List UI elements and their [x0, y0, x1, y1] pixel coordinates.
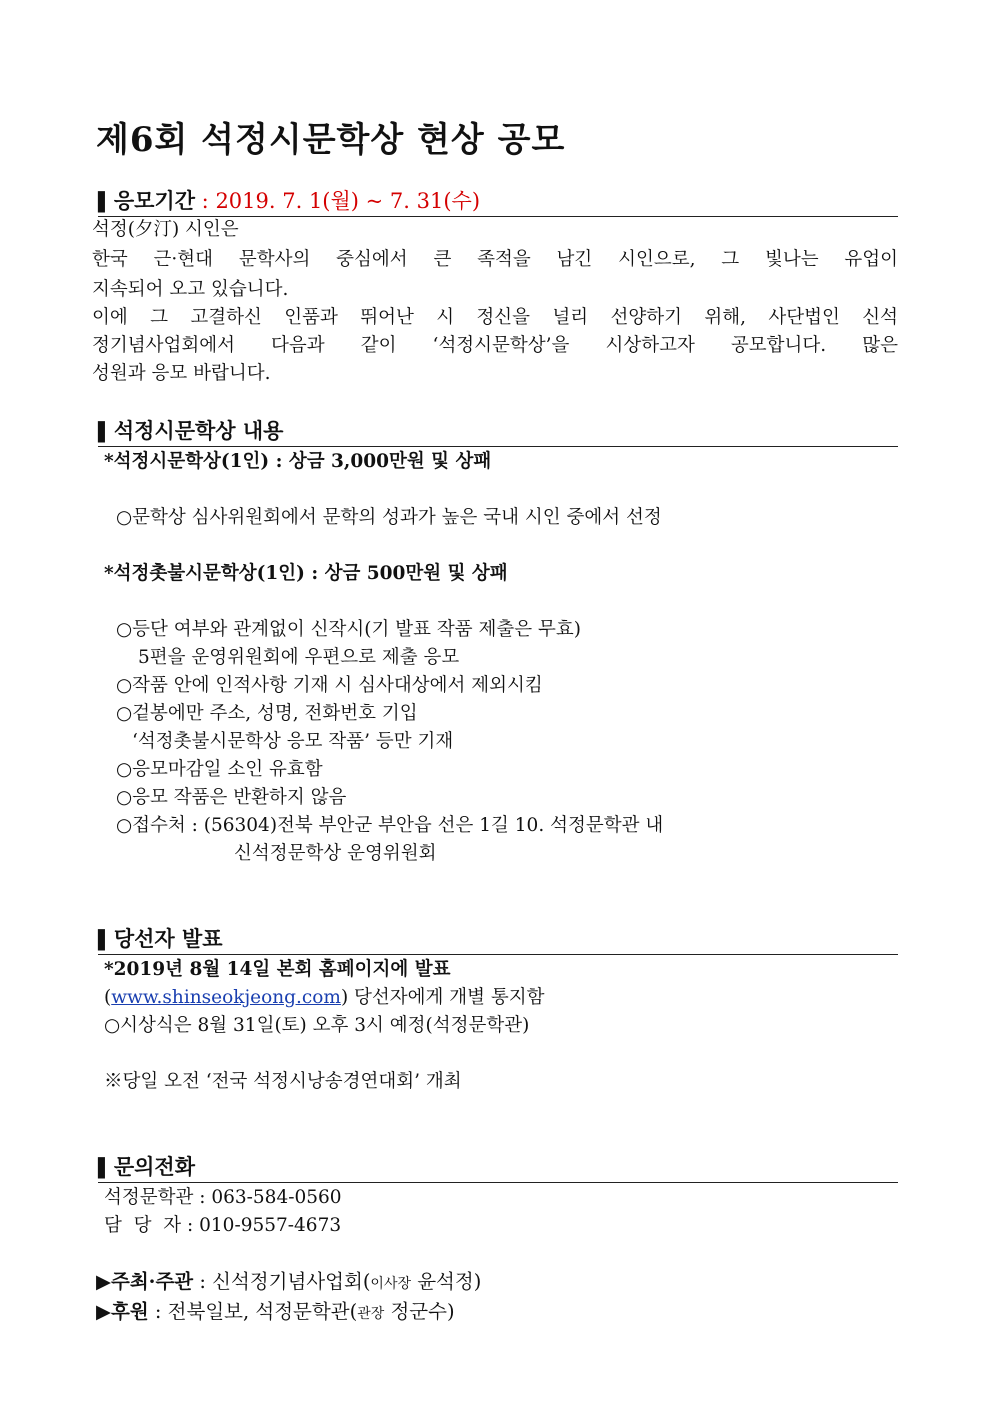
- period-heading: [98, 186, 898, 217]
- period-sep: :: [195, 189, 216, 213]
- note-line: ※당일 오전 ‘전국 석정시낭송경연대회’ 개최: [104, 1071, 462, 1092]
- section-bullet-icon: ▌: [98, 192, 112, 213]
- period-value: 2019. 7. 1(월) ~ 7. 31(수): [215, 189, 481, 213]
- section-bullet-icon: ▌: [98, 930, 112, 951]
- rule-line: ○접수처 : (56304)전북 부안군 부안읍 선은 1길 10. 석정문학관 내: [116, 815, 664, 836]
- rule-line: ‘석정촛불시문학상 응모 작품’ 등만 기재: [132, 731, 454, 752]
- contact-line: 석정문학관 : 063-584-0560: [104, 1187, 342, 1208]
- rule-line: ○등단 여부와 관계없이 신작시(기 발표 작품 제출은 무효): [116, 619, 581, 640]
- period-label: 응모기간: [113, 188, 195, 213]
- section-bullet-icon: ▌: [98, 1158, 112, 1179]
- contact-line: 담 당 자 : 010-9557-4673: [104, 1215, 342, 1236]
- announce-url-line: (www.shinseokjeong.com) 당선자에게 개별 통지함: [104, 987, 545, 1008]
- rule-line: ○응모마감일 소인 유효함: [116, 759, 323, 780]
- host-label: ▶주최·주관: [96, 1270, 194, 1293]
- rule-line: 신석정문학상 운영위원회: [234, 843, 437, 864]
- rule-line: ○겉봉에만 주소, 성명, 전화번호 기입: [116, 703, 418, 724]
- sponsor-label: ▶후원: [96, 1300, 149, 1323]
- prize2-line: *석정촛불시문학상(1인) : 상금 500만원 및 상패: [104, 563, 508, 584]
- content-heading: ▌석정시문학상 내용: [98, 416, 898, 447]
- section-bullet-icon: ▌: [98, 422, 112, 443]
- announce-heading: ▌당선자 발표: [98, 924, 898, 955]
- intro-line: 한국 근·현대 문학사의 중심에서 큰 족적을 남긴 시인으로, 그 빛나는 유업이: [92, 249, 898, 270]
- page-title: 제6회 석정시문학상 현상 공모: [96, 120, 566, 160]
- homepage-link[interactable]: www.shinseokjeong.com: [111, 987, 341, 1008]
- intro-line: 석정(夕汀) 시인은: [92, 219, 239, 240]
- rule-line: ○응모 작품은 반환하지 않음: [116, 787, 347, 808]
- ceremony-line: ○시상식은 8월 31일(토) 오후 3시 예정(석정문학관): [104, 1015, 530, 1036]
- intro-line: 지속되어 오고 있습니다.: [92, 279, 289, 300]
- contact-heading: ▌문의전화: [98, 1152, 898, 1183]
- intro-line: 이에 그 고결하신 인품과 뛰어난 시 정신을 널리 선양하기 위해, 사단법인 신석: [92, 307, 898, 328]
- host-line: ▶주최·주관 : 신석정기념사업회(이사장 윤석정): [96, 1270, 482, 1293]
- announce-date: *2019년 8월 14일 본회 홈페이지에 발표: [104, 959, 451, 980]
- rule-line: ○작품 안에 인적사항 기재 시 심사대상에서 제외시킴: [116, 675, 543, 696]
- rule-line: 5편을 운영위원회에 우편으로 제출 응모: [138, 647, 460, 668]
- sponsor-line: ▶후원 : 전북일보, 석정문학관(관장 정군수): [96, 1300, 455, 1323]
- intro-line: 정기념사업회에서 다음과 같이 ‘석정시문학상’을 시상하고자 공모합니다. 많은: [92, 335, 898, 356]
- intro-line: 성원과 응모 바랍니다.: [92, 363, 271, 384]
- prize1-line: *석정시문학상(1인) : 상금 3,000만원 및 상패: [104, 451, 492, 472]
- prize1-desc: ○문학상 심사위원회에서 문학의 성과가 높은 국내 시인 중에서 선정: [116, 507, 662, 528]
